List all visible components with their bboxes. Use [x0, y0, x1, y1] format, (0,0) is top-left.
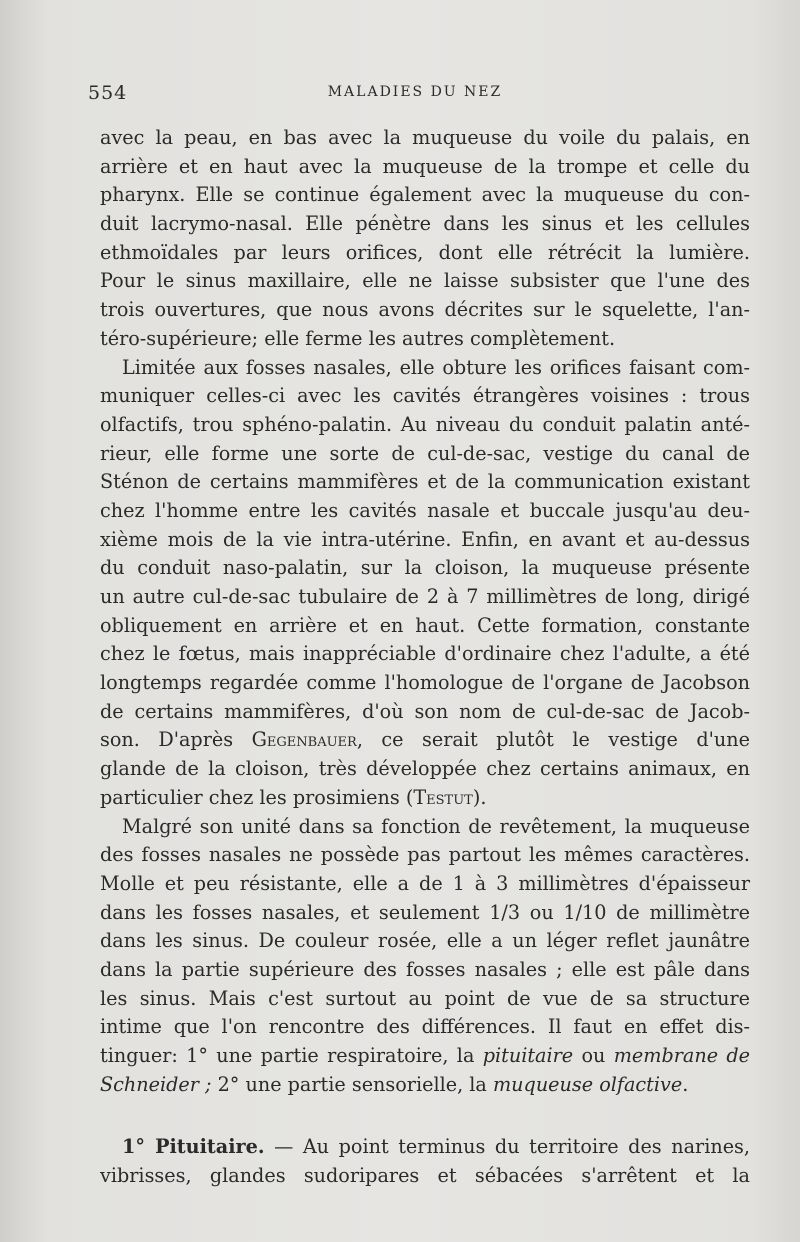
text-line: dans les sinus. De couleur rosée, elle a un léger reflet jaunâtre [100, 929, 750, 953]
text-line: arrière et en haut avec la muqueuse de la trompe et celle du [100, 154, 750, 178]
text-line: trois ouvertures, que nous avons décrites sur le squelette, l'an- [100, 298, 750, 322]
text-line: rieur, elle forme une sorte de cul-de-sac, vestige du canal de [100, 441, 750, 465]
text-line: un autre cul-de-sac tubulaire de 2 à 7 millimètres de long, dirigé [100, 585, 750, 608]
text-line: ethmoïdales par leurs orifices, dont elle rétrécit la lumière. [100, 240, 750, 264]
text-line: duit lacrymo-nasal. Elle pénètre dans les sinus et les cellules [100, 212, 750, 236]
text-line: avec la peau, en bas avec la muqueuse du voile du palais, en [100, 126, 750, 149]
section-heading: 1° Pituitaire. [122, 1135, 265, 1159]
text-line: glande de la cloison, très développée chez certains animaux, en [100, 757, 750, 781]
text-line [100, 1042, 750, 1071]
text-fragment: tinguer: 1° une partie respiratoire, la [100, 1044, 483, 1067]
text-fragment: son. D'après [100, 728, 252, 752]
text-line [100, 1071, 750, 1100]
text-line: dans les fosses nasales, et seulement 1/3 ou 1/10 de millimètre [100, 900, 750, 924]
text-line: xième mois de la vie intra-utérine. Enfin, en avant et au-dessus [100, 527, 750, 551]
text-fragment: particulier chez les prosimiens ( [100, 785, 414, 809]
text-fragment: , ce serait plutôt le vestige d'une [356, 728, 750, 752]
text-line: Malgré son unité dans sa fonction de revêtement, la muqueuse [122, 814, 750, 838]
page-number: 554 [88, 82, 128, 104]
text-line: pharynx. Elle se continue également avec la muqueuse du con- [100, 183, 750, 207]
italic-term: muqueuse olfactive [492, 1072, 683, 1096]
text-line: du conduit naso-palatin, sur la cloison, la muqueuse présente [100, 556, 750, 580]
text-line: Limitée aux fosses nasales, elle obture les orifices faisant com- [122, 355, 750, 379]
text-fragment: 2° une partie sensorielle, la [211, 1072, 493, 1096]
author-name: Gegenbauer [251, 728, 357, 752]
text-fragment: — Au point terminus du territoire des narines, [264, 1135, 750, 1159]
running-title: MALADIES DU NEZ [327, 84, 503, 100]
text-line: Pour le sinus maxillaire, elle ne laisse subsister que l'une des [100, 269, 750, 293]
paragraph-2 [100, 354, 750, 813]
text-line: muniquer celles-ci avec les cavités étrangères voisines : trous [100, 384, 750, 408]
text-line: téro-supérieure; elle ferme les autres complètement. [100, 326, 616, 350]
text-line: chez l'homme entre les cavités nasale et buccale jusqu'au deu- [100, 498, 750, 522]
section-pituitaire [100, 1133, 750, 1190]
text-line [100, 726, 750, 755]
paragraph-1 [100, 124, 750, 354]
text-fragment: . [682, 1072, 689, 1096]
author-name: Testut [413, 785, 473, 809]
page-header [88, 82, 742, 108]
section-gap [100, 1099, 750, 1133]
text-line: des fosses nasales ne possède pas partout les mêmes caractères. [100, 843, 750, 867]
text-line: longtemps regardée comme l'homologue de l'organe de Jacobson [100, 671, 750, 695]
text-fragment: ou [573, 1044, 614, 1067]
italic-term: pituitaire [482, 1044, 574, 1067]
text-line: Sténon de certains mammifères et de la communication existant [100, 470, 750, 494]
text-line: dans la partie supérieure des fosses nasales ; elle est pâle dans [100, 957, 750, 981]
paragraph-3 [100, 813, 750, 1100]
text-line [100, 1133, 750, 1162]
text-line: vibrisses, glandes sudoripares et sébacées s'arrêtent et la [100, 1164, 750, 1188]
text-line: chez le fœtus, mais inappréciable d'ordinaire chez l'adulte, a été [100, 642, 750, 666]
text-line: les sinus. Mais c'est surtout au point de vue de sa structure [100, 986, 750, 1010]
italic-term: Schneider ; [100, 1072, 212, 1096]
text-line: Molle et peu résistante, elle a de 1 à 3 millimètres d'épaisseur [100, 871, 750, 895]
text-line: obliquement en arrière et en haut. Cette formation, constante [100, 613, 750, 637]
italic-term: membrane de [613, 1044, 751, 1067]
text-line: olfactifs, trou sphéno-palatin. Au niveau du conduit palatin anté- [100, 412, 750, 436]
text-line: intime que l'on rencontre des différences. Il faut en effet dis- [100, 1015, 750, 1039]
text-fragment: ). [472, 785, 487, 809]
text-line [100, 784, 750, 813]
body-text [100, 124, 750, 1191]
text-line: de certains mammifères, d'où son nom de cul-de-sac de Jacob- [100, 699, 750, 723]
